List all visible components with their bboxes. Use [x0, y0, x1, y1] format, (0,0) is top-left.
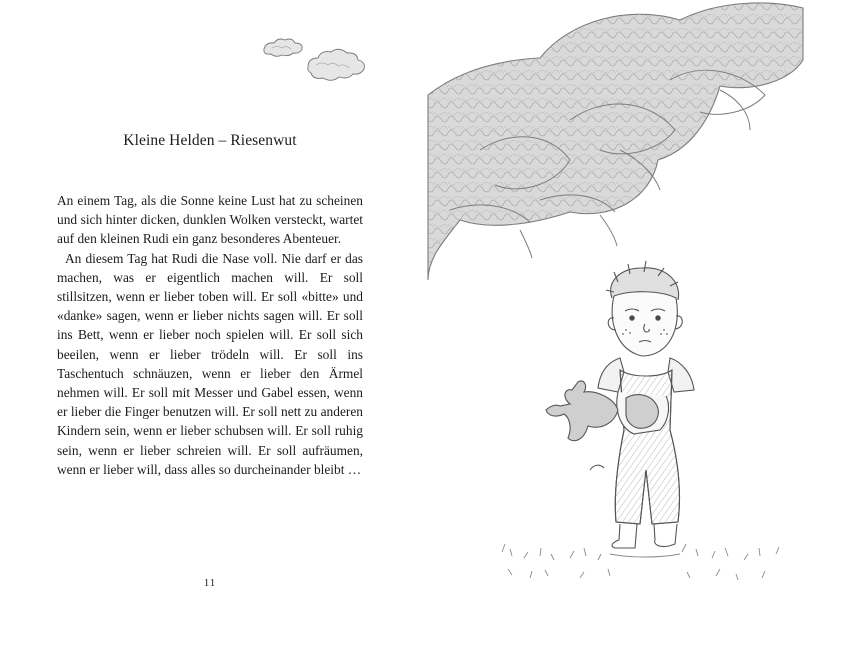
story-paragraph: An diesem Tag hat Rudi die Nase voll. Nie darf er das machen, was er eigentlich machen will. Er soll stillsitzen, wenn er lieber toben will. Er soll «bitte» und «danke» sagen, wenn er lieber nichts sagen will. Er soll ins Bett, wenn er lieber noch spielen will. Er soll sich beeilen, wenn er lieber trödeln will. Er soll ins Taschentuch schnäuzen, wenn er lieber den Ärmel nehmen will. Er soll mit Messer und Gabel essen, wenn er lieber die Finger benutzen will. Er soll nett zu anderen Kindern sein, wenn er lieber schubsen will. Er soll ruhig sein, wenn er lieber schreien will. Er soll aufräumen, wenn er lieber will, dass alles so durcheinander bleibt … [57, 250, 363, 477]
small-clouds-illustration [258, 35, 370, 85]
boy-rudi [546, 261, 694, 548]
storm-cloud [428, 3, 803, 280]
rudi-under-cloud-illustration [420, 0, 853, 648]
story-text [57, 191, 363, 479]
grass [502, 544, 779, 580]
chapter-title: Kleine Helden – Riesenwut [123, 132, 297, 149]
left-page [0, 0, 420, 648]
page-number: 11 [203, 577, 217, 589]
right-page [420, 0, 853, 648]
story-paragraph: An einem Tag, als die Sonne keine Lust hat zu scheinen und sich hinter dicken, dunklen Wolken versteckt, wartet auf den kleinen Rudi ein ganz besonderes Abenteuer. [57, 193, 363, 247]
